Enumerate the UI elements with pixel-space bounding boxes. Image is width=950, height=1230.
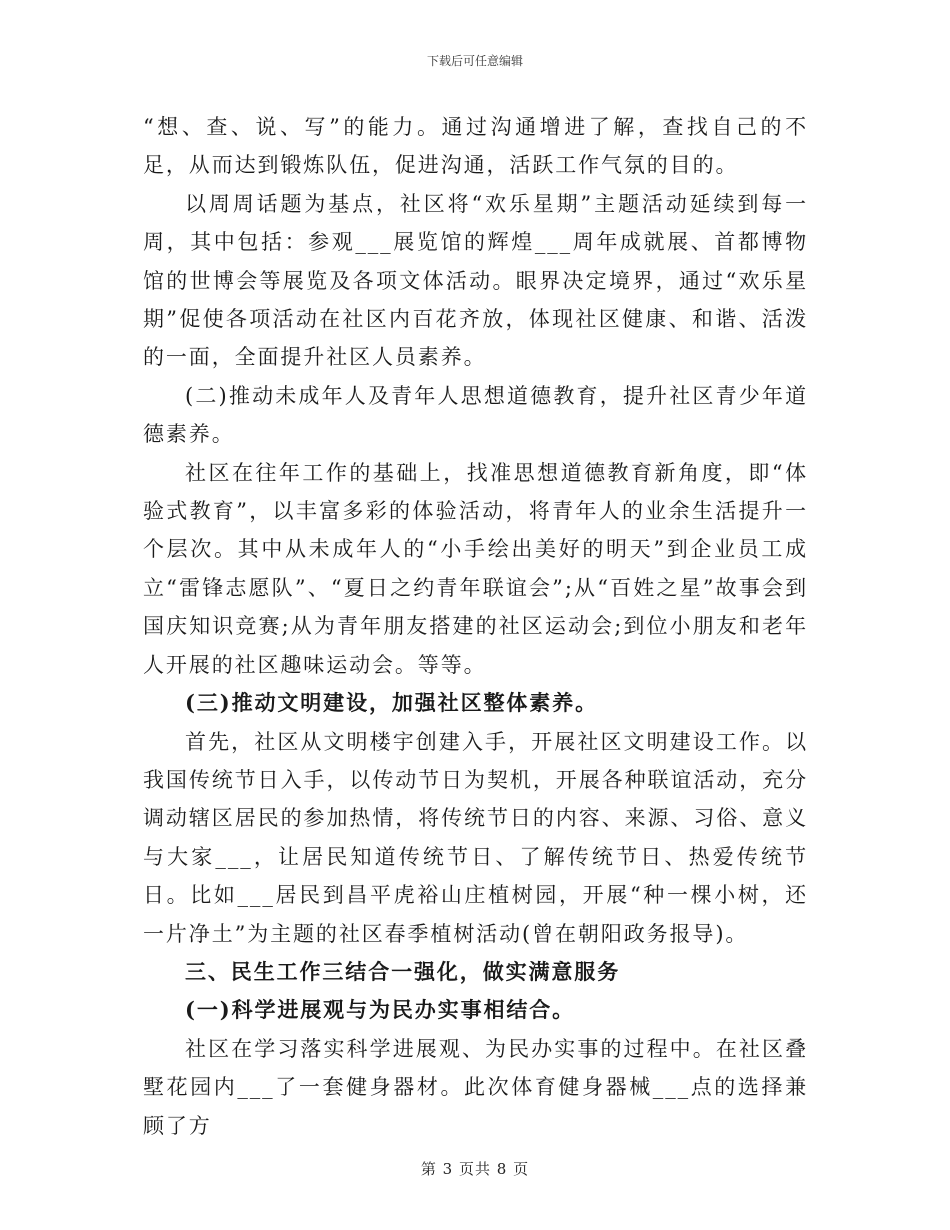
section-heading-3: (三)推动文明建设，加强社区整体素养。 <box>185 690 598 716</box>
paragraph-2: 以周周话题为基点，社区将“欢乐星期”主题活动延续到每一周，其中包括：参观___展览馆的辉煌___周年成就展、首都博物馆的世博会等展览及各项文体活动。眼界决定境界，通过“欢乐星期”促使各项活动在社区内百花齐放，体现社区健康、和谐、活泼的一面，全面提升社区人员素养。 <box>143 191 808 370</box>
section-heading-2: (二)推动未成年人及青年人思想道德教育，提升社区青少年道德素养。 <box>143 383 808 447</box>
document-body <box>143 108 808 1145</box>
paragraph-5: 社区在学习落实科学进展观、为民办实事的过程中。在社区叠墅花园内___了一套健身器材。此次体育健身器械___点的选择兼顾了方 <box>143 1036 808 1138</box>
paragraph-4: 首先，社区从文明楼宇创建入手，开展社区文明建设工作。以我国传统节日入手，以传动节日为契机，开展各种联谊活动，充分调动辖区居民的参加热情，将传统节日的内容、来源、习俗、意义与大家___，让居民知道传统节日、了解传统节日、热爱传统节日。比如___居民到昌平虎裕山庄植树园，开展“种一棵小树，还一片净土”为主题的社区春季植树活动(曾在朝阳政务报导)。 <box>143 729 808 946</box>
page-footer: 第 3 页共 8 页 <box>420 1160 530 1178</box>
paragraph-1: “想、查、说、写”的能力。通过沟通增进了解，查找自己的不足，从而达到锻炼队伍，促进沟通，活跃工作气氛的目的。 <box>143 115 808 178</box>
paragraph-3: 社区在往年工作的基础上，找准思想道德教育新角度，即“体验式教育”，以丰富多彩的体验活动，将青年人的业余生活提升一个层次。其中从未成年人的“小手绘出美好的明天”到企业员工成立“雷锋志愿队”、“夏日之约青年联谊会”;从“百姓之星”故事会到国庆知识竞赛;从为青年朋友搭建的社区运动会;到位小朋友和老年人开展的社区趣味运动会。等等。 <box>143 460 808 677</box>
chapter-heading-3: 三、民生工作三结合一强化，做实满意服务 <box>185 958 621 984</box>
subsection-heading-1: (一)科学进展观与为民办实事相结合。 <box>185 997 576 1023</box>
page-header: 下载后可任意编辑 <box>426 54 523 68</box>
